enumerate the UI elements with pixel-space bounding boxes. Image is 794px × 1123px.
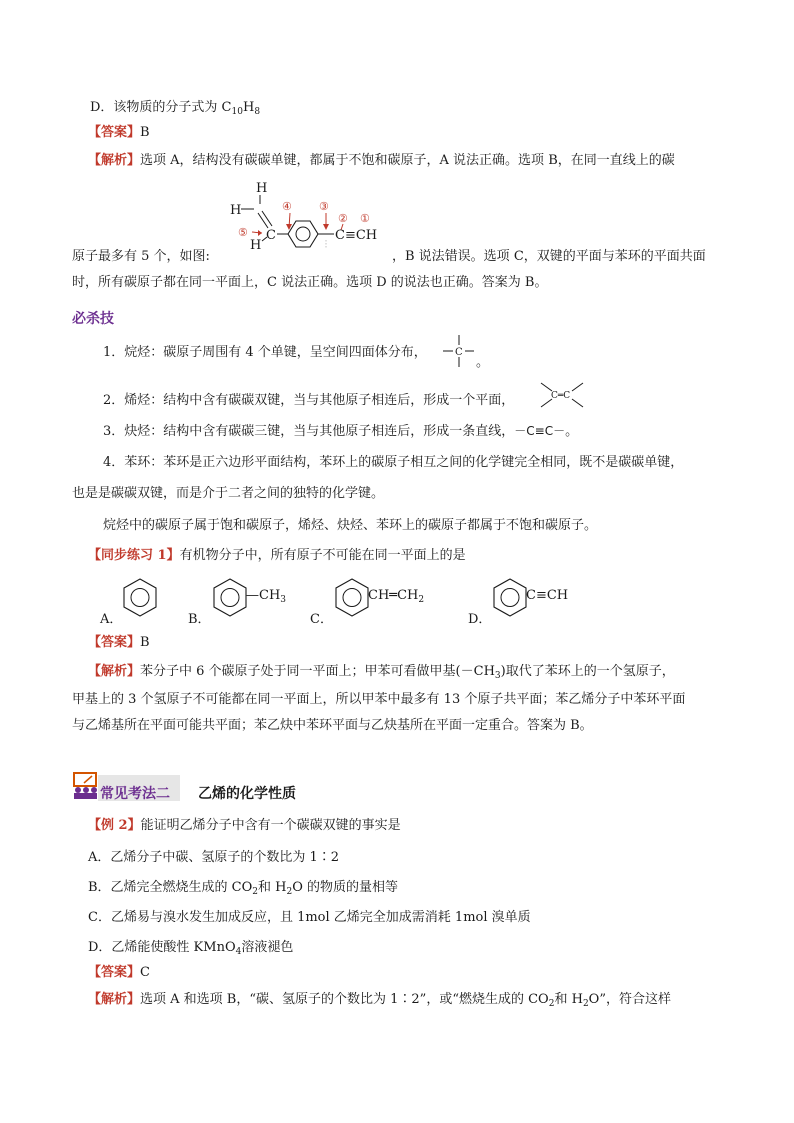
example-2-option-c: C．乙烯易与溴水发生加成反应，且 1mol 乙烯完全加成需消耗 1mol 溴单质 [88,910,531,925]
benzene-icon [120,576,160,620]
bisha-item-3-text: 3．炔烃：结构中含有碳碳三键，当与其他原子相连后，形成一条直线， [103,424,515,439]
analysis-text-a: 苯分子中 6 个碳原子处于同一平面上；甲苯可看做甲基(－CH [140,664,495,679]
analysis-sub-1: 2 [548,999,555,1009]
phenylacetylene-icon [490,576,530,620]
section-label: 常见考法二 [100,786,170,802]
answer-tag: 【答案】 [88,125,141,140]
tetra-c: C [455,347,463,358]
answer-value: B [140,635,150,650]
practice-1-question [88,546,466,566]
section-title: 乙烯的化学性质 [198,786,296,802]
practice-analysis-line3: 与乙烯基所在平面可能共平面；苯乙炔中苯环平面与乙炔基所在平面一定重合。答案为 B。 [72,718,593,733]
bisha-item-1-end: 。 [476,355,490,370]
bisha-item-1: 1．烷烃：碳原子周围有 4 个单键，呈空间四面体分布， [103,345,427,360]
practice-option-b-label: B． [188,612,211,627]
styrene-group-text: CH═CH [368,588,419,603]
q1-option-d [90,98,260,122]
toluene-group-text: —CH [246,588,281,603]
analysis-text-b: 和 H [554,992,583,1007]
marker-2: ② [338,212,348,225]
analysis-tag: 【解析】 [88,992,141,1007]
tetrahedral-carbon-icon [441,334,475,368]
opt-d-text-2: 溶液褪色 [241,940,294,955]
bisha-item-2: 2．烯烃：结构中含有碳碳双键，当与其他原子相连后，形成一个平面， [103,393,515,408]
bisha-item-4a: 4．苯环：苯环是正六边形平面结构，苯环上的碳原子相互之间的化学键完全相同，既不是碳碳单键， [103,455,684,470]
example-2-option-a: A．乙烯分子中碳、氢原子的个数比为 1∶2 [88,850,340,865]
example-2-option-b [88,878,398,902]
styrene-group-sub: 2 [418,595,425,605]
example-2-option-d [88,938,293,962]
practice-analysis-line1 [88,662,675,686]
practice-option-c-label: C． [310,612,333,627]
marker-5: ⑤ [238,226,248,239]
q1-option-d-text: D．该物质的分子式为 C [90,100,232,115]
bisha-item-3 [103,421,578,442]
example-tag: 【例 2】 [88,818,141,833]
practice-tag: 【同步练习 1】 [88,548,180,563]
styrene-group [368,586,424,610]
analysis-text: 选项 A，结构没有碳碳单键，都属于不饱和碳原子，A 说法正确。选项 B，在同一直线上的碳 [140,153,675,168]
alkene-formula: C═C [551,391,571,401]
analysis-text-a: 选项 A 和选项 B，“碳、氢原子的个数比为 1∶2”，或“燃烧生成的 CO [140,992,549,1007]
analysis-tag: 【解析】 [88,153,141,168]
toluene-group-sub: 3 [280,595,287,605]
bisha-item-3-end: 。 [565,424,579,439]
linear-carbon-diagram [222,178,392,256]
analysis-sub-2: 2 [582,999,589,1009]
opt-d-sub: 4 [235,947,242,957]
diagram-triple-bond: C≡CH [335,228,378,243]
diagram-c-vinyl: C [266,228,276,243]
opt-d-text-1: D．乙烯能使酸性 KMnO [88,940,236,955]
q1-analysis-line1 [88,151,675,171]
practice-analysis-line2: 甲基上的 3 个氢原子不可能都在同一平面上，所以甲苯中最多有 13 个原子共平面；苯乙烯分子中苯环平面 [72,692,686,707]
example-2-analysis [88,990,671,1014]
marker-1: ① [360,212,370,225]
bisha-item-4b: 也是是碳碳双键，而是介于二者之间的独特的化学键。 [72,486,385,501]
practice-option-d-label: D． [468,612,492,627]
analysis-tag: 【解析】 [88,664,141,679]
teacher-board-icon [72,771,98,799]
answer-value: C [140,965,150,980]
example-question-text: 能证明乙烯分子中含有一个碳碳双键的事实是 [140,818,401,833]
opt-b-text-2: 和 H [258,880,287,895]
bisha-title: 必杀技 [72,311,114,327]
opt-b-text-3: O 的物质的量相等 [292,880,399,895]
q1-answer [88,123,150,143]
analysis-text-c: O”，符合这样 [588,992,671,1007]
practice-option-a-label: A． [100,612,123,627]
q1-analysis-line2b: ，B 说法错误。选项 C，双键的平面与苯环的平面共面 [392,249,706,264]
q1-option-d-sub1: 10 [231,107,243,117]
marker-3: ③ [319,200,329,213]
q1-analysis-line3: 时，所有碳原子都在同一平面上，C 说法正确。选项 D 的说法也正确。答案为 B。 [72,275,548,290]
alkyne-formula: －C≡C－ [514,424,566,438]
q1-option-d-sub2: 8 [254,107,261,117]
marker-4: ④ [282,200,292,213]
analysis-text-b: )取代了苯环上的一个氢原子， [500,664,675,679]
styrene-icon [332,576,372,620]
opt-b-sub-2: 2 [286,887,293,897]
diagram-h-left: H [230,203,242,218]
example-2-answer [88,963,150,983]
diagram-h-top: H [256,181,268,196]
analysis-sub: 3 [494,671,501,681]
q1-option-d-mid: H [242,100,255,115]
diagram-h-low: H [250,238,262,253]
bisha-summary: 烷烃中的碳原子属于饱和碳原子，烯烃、炔烃、苯环上的碳原子都属于不饱和碳原子。 [103,518,598,533]
answer-value: B [140,125,150,140]
toluene-group [246,586,286,610]
opt-b-text-1: B．乙烯完全燃烧生成的 CO [88,880,253,895]
alkene-planar-icon [539,380,585,410]
answer-tag: 【答案】 [88,635,141,650]
example-2-question [88,816,401,836]
q1-analysis-line2a: 原子最多有 5 个，如图: [72,249,210,264]
toluene-icon [210,576,250,620]
opt-b-sub-1: 2 [252,887,259,897]
phenylacetylene-group: C≡CH [526,588,569,603]
answer-tag: 【答案】 [88,965,141,980]
practice-answer [88,633,150,653]
practice-question-text: 有机物分子中，所有原子不可能在同一平面上的是 [179,548,466,563]
